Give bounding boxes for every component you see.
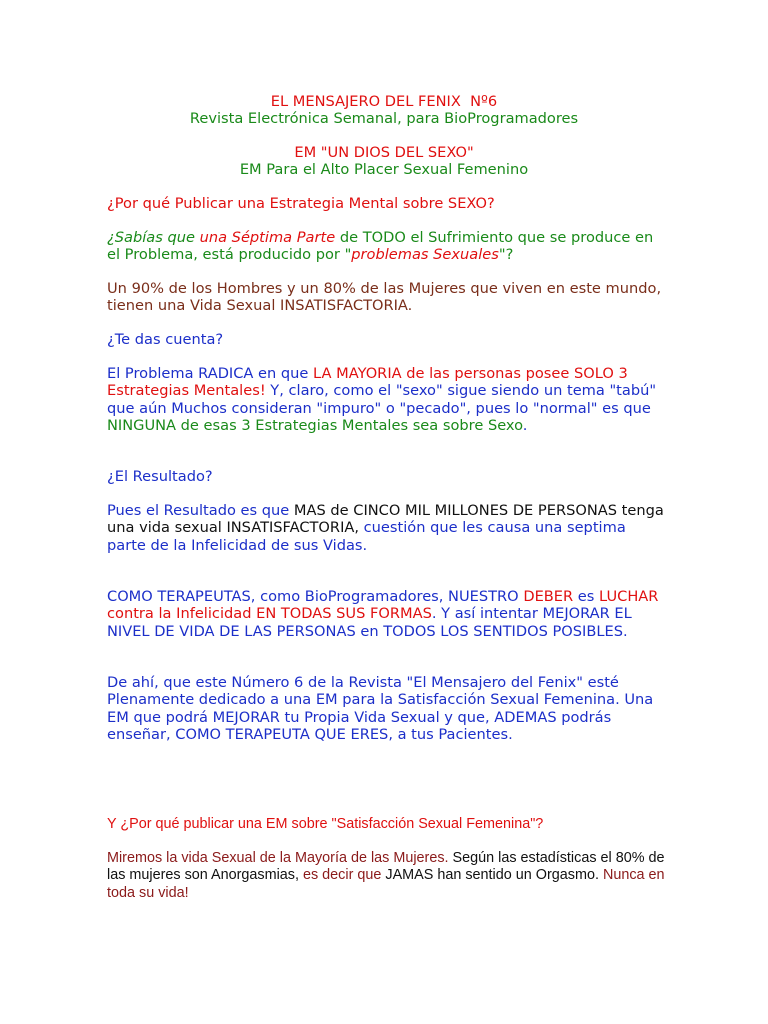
em-header-block (0, 144, 768, 179)
paragraph-miremos (107, 850, 667, 902)
p2-a: ¿Sabías que (107, 229, 200, 246)
p2-b: una Séptima Parte (199, 229, 336, 246)
p11-a: Miremos la vida Sexual de la Mayoría de las Mujeres. (107, 850, 449, 866)
em-subtitle: EM Para el Alto Placer Sexual Femenino (239, 161, 529, 179)
p2-c: de TODO el Sufrimiento que se produce en el Problema, está producido por " (107, 229, 654, 264)
p2-e: "? (498, 246, 514, 264)
p5-a: El Problema RADICA en que (107, 365, 314, 382)
paragraph-de-ahi: De ahí, que este Número 6 de la Revista "El Mensajero del Fenix" esté Plenamente dedicado a una EM para la Satisfacción Sexual Femenina. Una EM que podrá MEJORAR tu Propia Vida Sexual y que, ADEMAS podrás enseñar, COMO TERAPEUTA QUE ERES, a tus Pacientes. (107, 674, 654, 744)
paragraph-te-das-cuenta: ¿Te das cuenta? (107, 331, 224, 348)
paragraph-pues (107, 502, 667, 554)
p5-d: NINGUNA de esas 3 Estrategias Mentales sea sobre Sexo (107, 417, 523, 435)
p11-e: Nunca en toda su vida! (107, 867, 665, 901)
p8-c: es (573, 588, 600, 605)
p8-d: LUCHAR contra la Infelicidad EN TODAS SUS FORMAS (107, 588, 659, 623)
p11-d: JAMAS han sentido un Orgasmo. (381, 867, 603, 884)
p5-e: . (522, 417, 528, 435)
paragraph-el-resultado: ¿El Resultado? (107, 468, 213, 485)
p7-c: cuestión que les causa una septima parte de la Infelicidad de sus Vidas. (107, 519, 626, 554)
magazine-subtitle: Revista Electrónica Semanal, para BioProgramadores (189, 110, 579, 128)
paragraph-problema (107, 365, 667, 435)
em-title: EM "UN DIOS DEL SEXO" (294, 144, 474, 161)
p2-d: problemas Sexuales (351, 246, 499, 264)
p11-c: es decir que (302, 867, 382, 884)
paragraph-statistics: Un 90% de los Hombres y un 80% de las Mujeres que viven en este mundo, tienen una Vida Sexual INSATISFACTORIA. (107, 280, 662, 315)
paragraph-question-1: ¿Por qué Publicar una Estrategia Mental sobre SEXO? (107, 195, 495, 212)
magazine-title: EL MENSAJERO DEL FENIX Nº6 (270, 93, 498, 110)
paragraph-por-que-publicar: Y ¿Por qué publicar una EM sobre "Satisfacción Sexual Femenina"? (107, 816, 544, 832)
header-block (0, 93, 768, 128)
p5-c: Y, claro, como el "sexo" sigue siendo un tema "tabú" que aún Muchos consideran "impuro" o "pecado", pues lo "normal" es que (107, 382, 657, 417)
paragraph-terapeutas (107, 588, 667, 640)
paragraph-sabias (107, 229, 667, 264)
p7-a: Pues el Resultado es que (107, 502, 294, 519)
p8-a: COMO TERAPEUTAS, como BioProgramadores, NUESTRO (107, 588, 524, 605)
p8-b: DEBER (523, 588, 574, 605)
p11-b: Según las estadísticas el 80% de las mujeres son Anorgasmias, (107, 850, 665, 884)
p7-b: MAS de CINCO MIL MILLONES DE PERSONAS tenga una vida sexual INSATISFACTORIA, (107, 502, 664, 537)
p8-e: . Y así intentar MEJORAR EL NIVEL DE VIDA DE LAS PERSONAS en TODOS LOS SENTIDOS POSIBLES. (107, 605, 632, 640)
p5-b: LA MAYORIA de las personas posee SOLO 3 Estrategias Mentales! (107, 365, 628, 400)
